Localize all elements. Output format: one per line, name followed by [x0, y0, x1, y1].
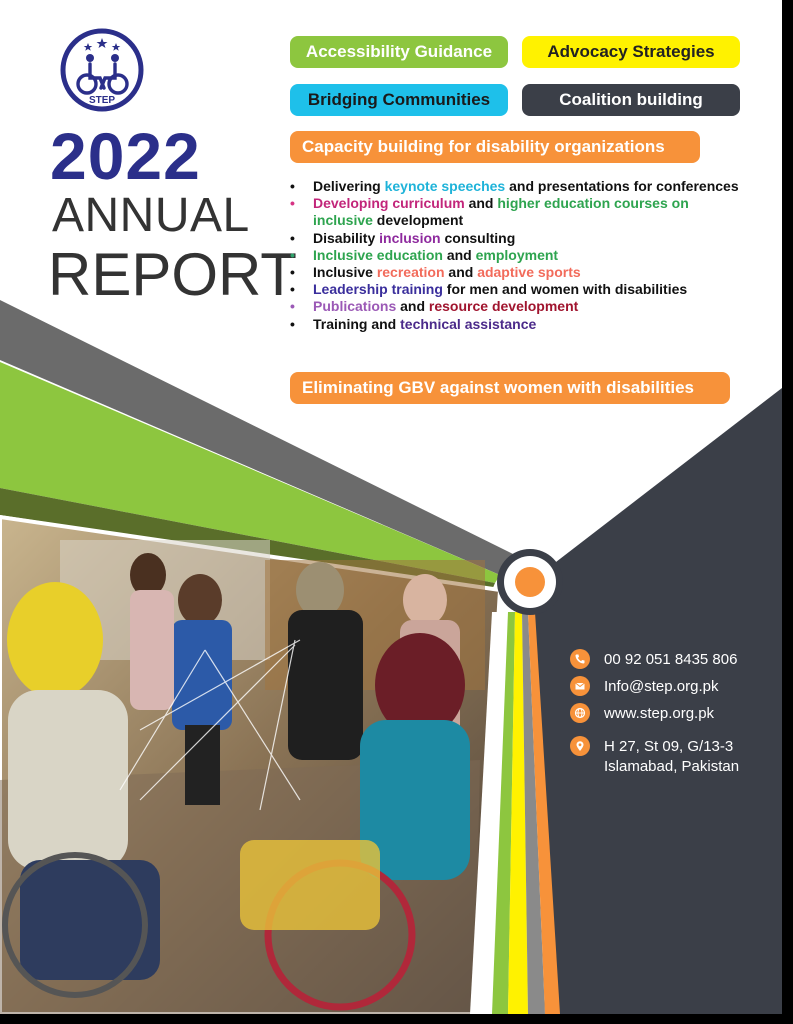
contact-email [570, 677, 718, 697]
service-text-segment: keynote speeches [384, 178, 506, 194]
service-text-segment: and [444, 264, 478, 281]
logo-text: STEP [88, 95, 116, 106]
location-pin-icon [570, 736, 590, 756]
envelope-icon [570, 676, 590, 696]
service-item [290, 281, 750, 298]
workshop-photo [0, 517, 500, 1014]
service-text-segment: Inclusive education [313, 246, 443, 263]
dark-panel [530, 388, 782, 1014]
services-list [290, 178, 750, 333]
service-text-segment: Delivering [313, 178, 385, 194]
website-url[interactable]: www.step.org.pk [604, 705, 715, 722]
service-text-segment: inclusion [379, 229, 441, 246]
service-text-segment: Training and [313, 315, 401, 332]
address-line-1: H 27, St 09, G/13-3 [604, 738, 734, 755]
address-line-2: Islamabad, Pakistan [604, 758, 740, 775]
service-item [290, 316, 750, 333]
contact-website [570, 704, 714, 724]
service-text-segment: and [396, 298, 429, 315]
service-text-segment: recreation [376, 264, 445, 281]
program-advocacy-strategies: Advocacy Strategies [522, 36, 740, 68]
contact-phone [570, 650, 737, 670]
service-text-segment: Disability [313, 229, 380, 246]
service-item [290, 178, 750, 195]
report-year: 2022 [50, 119, 201, 193]
hub-orange-dot [515, 567, 545, 597]
phone-number[interactable]: 00 92 051 8435 806 [604, 651, 738, 668]
globe-icon [570, 703, 590, 723]
program-bridging-communities: Bridging Communities [290, 84, 508, 116]
service-text-segment: adaptive sports [477, 264, 581, 281]
service-text-segment: development [372, 212, 464, 229]
service-item [290, 195, 750, 229]
contact-address [570, 737, 739, 777]
program-eliminating-gbv: Eliminating GBV against women with disabilities [290, 372, 730, 404]
service-text-segment: Inclusive [313, 264, 377, 281]
service-text-segment: Developing curriculum [313, 195, 465, 212]
program-capacity-building: Capacity building for disability organizations [290, 131, 700, 163]
program-coalition-building: Coalition building [522, 84, 740, 116]
service-text-segment: and [442, 246, 476, 263]
step-logo [60, 28, 144, 112]
phone-icon [570, 649, 590, 669]
service-text-segment: technical assistance [400, 315, 537, 332]
service-text-segment: resource development [428, 298, 579, 315]
service-item [290, 247, 750, 264]
service-text-segment: and presentations for conferences [505, 178, 739, 194]
service-item [290, 298, 750, 315]
report-title-annual: ANNUAL [52, 189, 250, 242]
service-text-segment: higher education courses on inclusive [313, 195, 689, 229]
service-item [290, 230, 750, 247]
service-text-segment: Publications [313, 298, 397, 315]
service-text-segment: consulting [440, 229, 516, 246]
service-text-segment: and [464, 195, 498, 212]
report-title-report: REPORT [48, 241, 297, 308]
program-accessibility-guidance: Accessibility Guidance [290, 36, 508, 68]
service-text-segment: for men and women with disabilities [442, 281, 688, 298]
service-text-segment: Leadership training [313, 281, 443, 298]
service-text-segment: employment [475, 246, 559, 263]
email-address[interactable]: Info@step.org.pk [604, 678, 719, 695]
service-item [290, 264, 750, 281]
